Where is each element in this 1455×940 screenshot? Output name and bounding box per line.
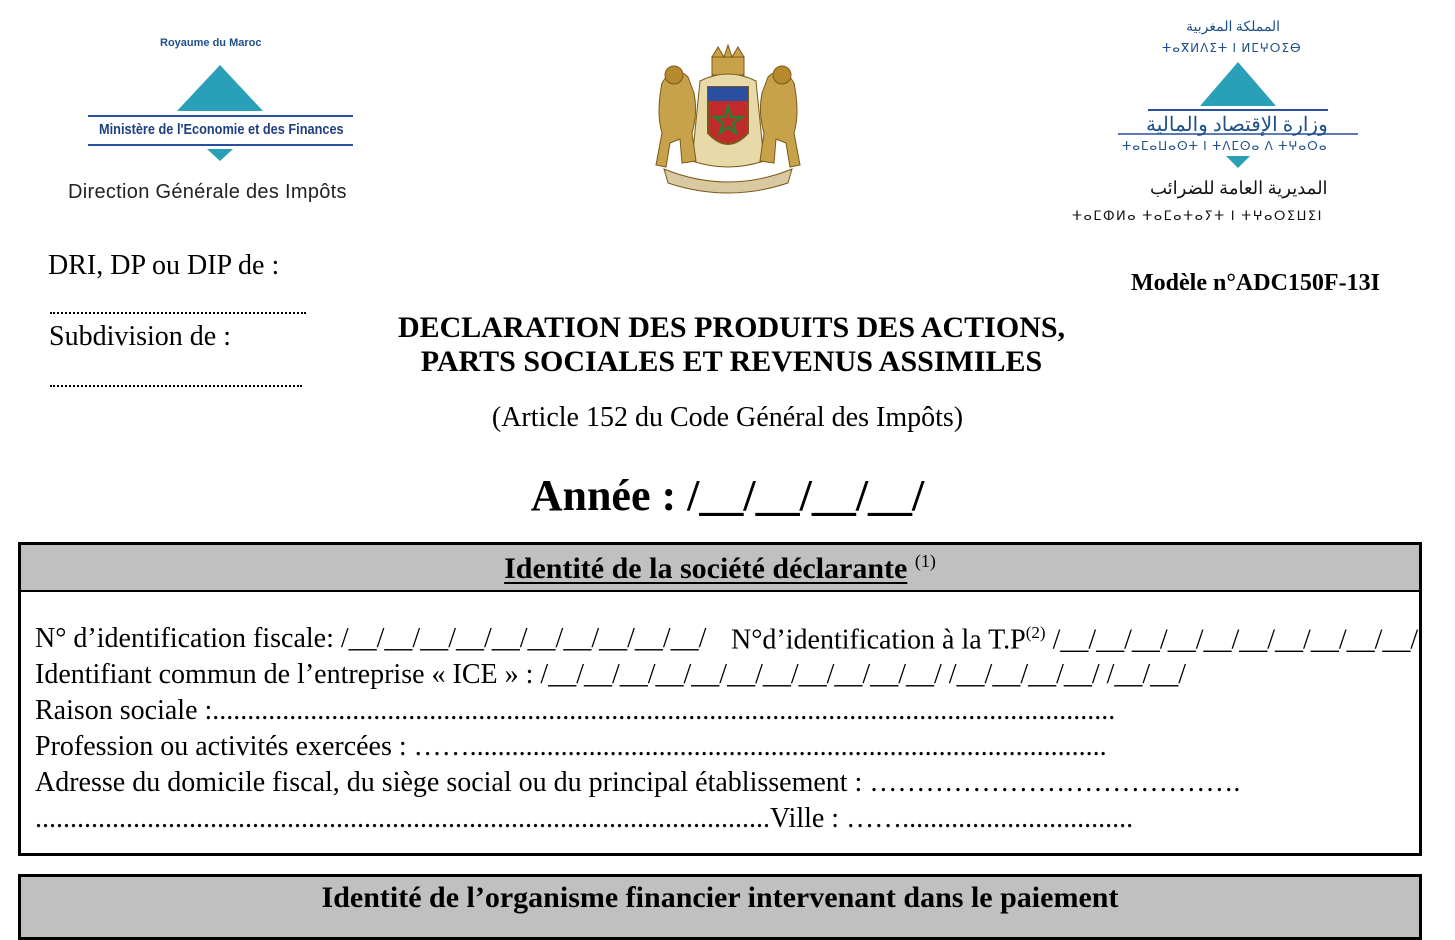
doc-title xyxy=(0,311,1455,379)
subdivision-input-line[interactable] xyxy=(50,385,302,387)
ministere-label: Ministère de l'Economie et des Finances xyxy=(99,121,344,138)
profession-field[interactable]: Profession ou activités exercées : ……........................................................................................... xyxy=(35,731,1107,762)
direction-arabic: المديرية العامة للضرائب xyxy=(1150,178,1328,198)
section-title: Identité de la société déclarante xyxy=(504,552,908,585)
doc-title-line1: DECLARATION DES PRODUITS DES ACTIONS, xyxy=(397,311,1066,344)
tp-label: N°d’identification à la T.P xyxy=(731,624,1026,656)
tp-field[interactable] xyxy=(731,623,1418,656)
ministere-arabic: وزارة الإقتصاد والمالية xyxy=(1146,114,1328,136)
direction-label: Direction Générale des Impôts xyxy=(68,181,347,203)
doc-title-line2: PARTS SOCIALES ET REVENUS ASSIMILES xyxy=(420,345,1043,378)
adresse-field[interactable]: Adresse du domicile fiscal, du siège social ou du principal établissement : …………………………………. xyxy=(35,767,1241,798)
section2-title: Identité de l’organisme financier intervenant dans le paiement xyxy=(321,881,1119,914)
tp-value: /__/__/__/__/__/__/__/__/__/__/ xyxy=(1052,624,1419,656)
section-organisme-financier xyxy=(18,874,1422,940)
section-note: (1) xyxy=(914,551,936,571)
section-identite-societe xyxy=(18,542,1422,856)
coat-of-arms-icon xyxy=(652,43,804,198)
if-field[interactable]: N° d’identification fiscale: /__/__/__/__/__/__/__/__/__/__/ xyxy=(35,623,707,654)
raison-sociale-field[interactable]: Raison sociale :................................................................................................................................. xyxy=(35,695,1116,726)
dgi-logo-icon xyxy=(88,55,353,165)
annee-field[interactable]: Année : /__/__/__/__/ xyxy=(530,471,925,520)
royaume-arabic: المملكة المغربية xyxy=(1186,20,1281,35)
ministere-tifinagh: ⵜⴰⵎⴰⵡⴰⵙⵜ ⵏ ⵜⴷⵎⵙⴰ ⴷ ⵜⵖⴰⵔⴰ xyxy=(1122,139,1328,153)
dri-label: DRI, DP ou DIP de : xyxy=(48,250,280,281)
article-reference: (Article 152 du Code Général des Impôts) xyxy=(491,402,964,433)
royaume-tifinagh: ⵜⴰⴳⵍⴷⵉⵜ ⵏ ⵍⵎⵖⵔⵉⴱ xyxy=(1162,41,1302,55)
ice-field[interactable]: Identifiant commun de l’entreprise « ICE » : /__/__/__/__/__/__/__/__/__/__/__/ /__/__/__/__/ /__/__/ xyxy=(35,659,1186,690)
model-number: Modèle n°ADC150F-13I xyxy=(1131,270,1380,296)
subdivision-label: Subdivision de : xyxy=(49,321,232,352)
section-header xyxy=(21,545,1419,592)
ville-field[interactable]: .........................................................................................................Ville : ……................................. xyxy=(35,803,1134,834)
tp-note: (2) xyxy=(1025,623,1046,642)
royaume-label: Royaume du Maroc xyxy=(160,37,262,49)
direction-tifinagh: ⵜⴰⵎⵀⵍⴰ ⵜⴰⵎⴰⵜⴰⵢⵜ ⵏ ⵜⵖⴰⵔⵉⵡⵉⵏ xyxy=(1072,208,1323,223)
